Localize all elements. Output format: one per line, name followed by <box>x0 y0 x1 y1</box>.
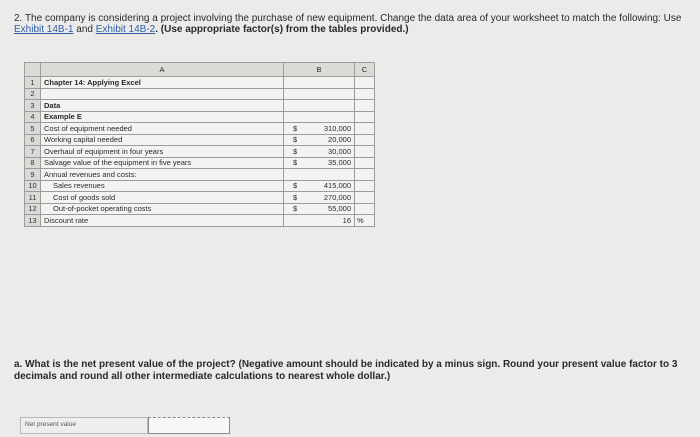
row-number: 6 <box>25 134 41 146</box>
cell-a[interactable] <box>41 88 284 100</box>
cell-c[interactable] <box>355 203 375 215</box>
currency-symbol: $ <box>293 204 298 214</box>
question-mid: and <box>73 24 96 35</box>
cell-c[interactable] <box>355 146 375 158</box>
cell-b[interactable] <box>284 134 355 146</box>
row-number: 7 <box>25 146 41 158</box>
cell-b-value: 270,000 <box>323 192 351 202</box>
sheet-row <box>25 157 375 169</box>
cell-b[interactable] <box>284 100 355 112</box>
row-number: 13 <box>25 215 41 227</box>
cell-a[interactable]: Data <box>41 100 284 112</box>
row-number: 9 <box>25 169 41 181</box>
row-number: 2 <box>25 88 41 100</box>
cell-c[interactable]: % <box>355 215 375 227</box>
exhibit-14b-1-link[interactable]: Exhibit 14B-1 <box>14 24 74 35</box>
spreadsheet <box>24 62 375 227</box>
cell-b[interactable] <box>284 203 355 215</box>
cell-b[interactable] <box>284 77 355 89</box>
cell-c[interactable] <box>355 157 375 169</box>
currency-symbol: $ <box>293 135 298 145</box>
row-number: 4 <box>25 111 41 123</box>
row-number: 8 <box>25 157 41 169</box>
cell-c[interactable] <box>355 88 375 100</box>
row-number: 10 <box>25 180 41 192</box>
sheet-row <box>25 111 375 123</box>
question-prefix: 2. The company is considering a project involving the purchase of new equipment. Change the data area of your worksheet to match the following: Use <box>14 13 682 24</box>
sheet-row <box>25 134 375 146</box>
sheet-row <box>25 203 375 215</box>
currency-symbol: $ <box>293 181 298 191</box>
cell-b[interactable] <box>284 192 355 204</box>
sheet-row <box>25 100 375 112</box>
cell-b[interactable] <box>284 169 355 181</box>
currency-symbol: $ <box>293 158 298 168</box>
cell-a[interactable]: Chapter 14: Applying Excel <box>41 77 284 89</box>
currency-symbol <box>287 216 293 225</box>
cell-a[interactable]: Discount rate <box>41 215 284 227</box>
cell-b[interactable] <box>284 180 355 192</box>
row-number: 1 <box>25 77 41 89</box>
row-number: 3 <box>25 100 41 112</box>
row-number: 5 <box>25 123 41 135</box>
cell-a[interactable]: Working capital needed <box>41 134 284 146</box>
currency-symbol: $ <box>293 146 298 156</box>
net-present-value-input[interactable] <box>148 417 230 434</box>
cell-c[interactable] <box>355 77 375 89</box>
cell-b-value: 55,000 <box>328 204 351 214</box>
part-a-question <box>14 359 694 383</box>
sheet-row <box>25 215 375 227</box>
cell-b[interactable] <box>284 123 355 135</box>
cell-a[interactable]: Cost of equipment needed <box>41 123 284 135</box>
cell-b[interactable] <box>284 146 355 158</box>
cell-b-value: 35,000 <box>328 158 351 168</box>
currency-symbol: $ <box>293 123 298 133</box>
cell-b-value: 20,000 <box>328 135 351 145</box>
cell-c[interactable] <box>355 100 375 112</box>
column-header-b: B <box>284 63 355 77</box>
sheet-row <box>25 123 375 135</box>
part-a-text: a. What is the net present value of the project? (Negative amount should be indicated by a minus sign. Round your present value factor to 3 decimals and round all other intermediate calculations to nearest whole dollar.) <box>14 359 678 382</box>
cell-c[interactable] <box>355 123 375 135</box>
cell-a[interactable]: Example E <box>41 111 284 123</box>
question-instruction: . (Use appropriate factor(s) from the tables provided.) <box>155 24 409 35</box>
row-number: 12 <box>25 203 41 215</box>
sheet-row <box>25 88 375 100</box>
column-header-row <box>25 63 375 77</box>
cell-b[interactable] <box>284 111 355 123</box>
cell-c[interactable] <box>355 180 375 192</box>
cell-c[interactable] <box>355 192 375 204</box>
answer-row <box>20 417 230 434</box>
cell-b[interactable] <box>284 88 355 100</box>
sheet-row <box>25 77 375 89</box>
row-number: 11 <box>25 192 41 204</box>
sheet-row <box>25 180 375 192</box>
net-present-value-label: Net present value <box>20 417 148 434</box>
cell-b[interactable] <box>284 215 355 227</box>
cell-b-value: 310,000 <box>323 123 351 133</box>
question-text <box>14 13 690 35</box>
cell-a[interactable]: Cost of goods sold <box>41 192 284 204</box>
cell-a[interactable]: Out-of-pocket operating costs <box>41 203 284 215</box>
spreadsheet-body <box>25 77 375 227</box>
column-header-a: A <box>41 63 284 77</box>
cell-a[interactable]: Salvage value of the equipment in five years <box>41 157 284 169</box>
corner-cell <box>25 63 41 77</box>
cell-a[interactable]: Sales revenues <box>41 180 284 192</box>
cell-c[interactable] <box>355 134 375 146</box>
currency-symbol: $ <box>293 192 298 202</box>
cell-b-value: 30,000 <box>328 146 351 156</box>
cell-a[interactable]: Annual revenues and costs: <box>41 169 284 181</box>
sheet-row <box>25 169 375 181</box>
cell-c[interactable] <box>355 111 375 123</box>
sheet-row <box>25 192 375 204</box>
column-header-c: C <box>355 63 375 77</box>
cell-c[interactable] <box>355 169 375 181</box>
cell-b[interactable] <box>284 157 355 169</box>
exhibit-14b-2-link[interactable]: Exhibit 14B-2 <box>95 24 156 35</box>
sheet-row <box>25 146 375 158</box>
cell-b-value: 415,000 <box>323 181 351 191</box>
cell-a[interactable]: Overhaul of equipment in four years <box>41 146 284 158</box>
cell-b-value: 16 <box>342 215 351 225</box>
